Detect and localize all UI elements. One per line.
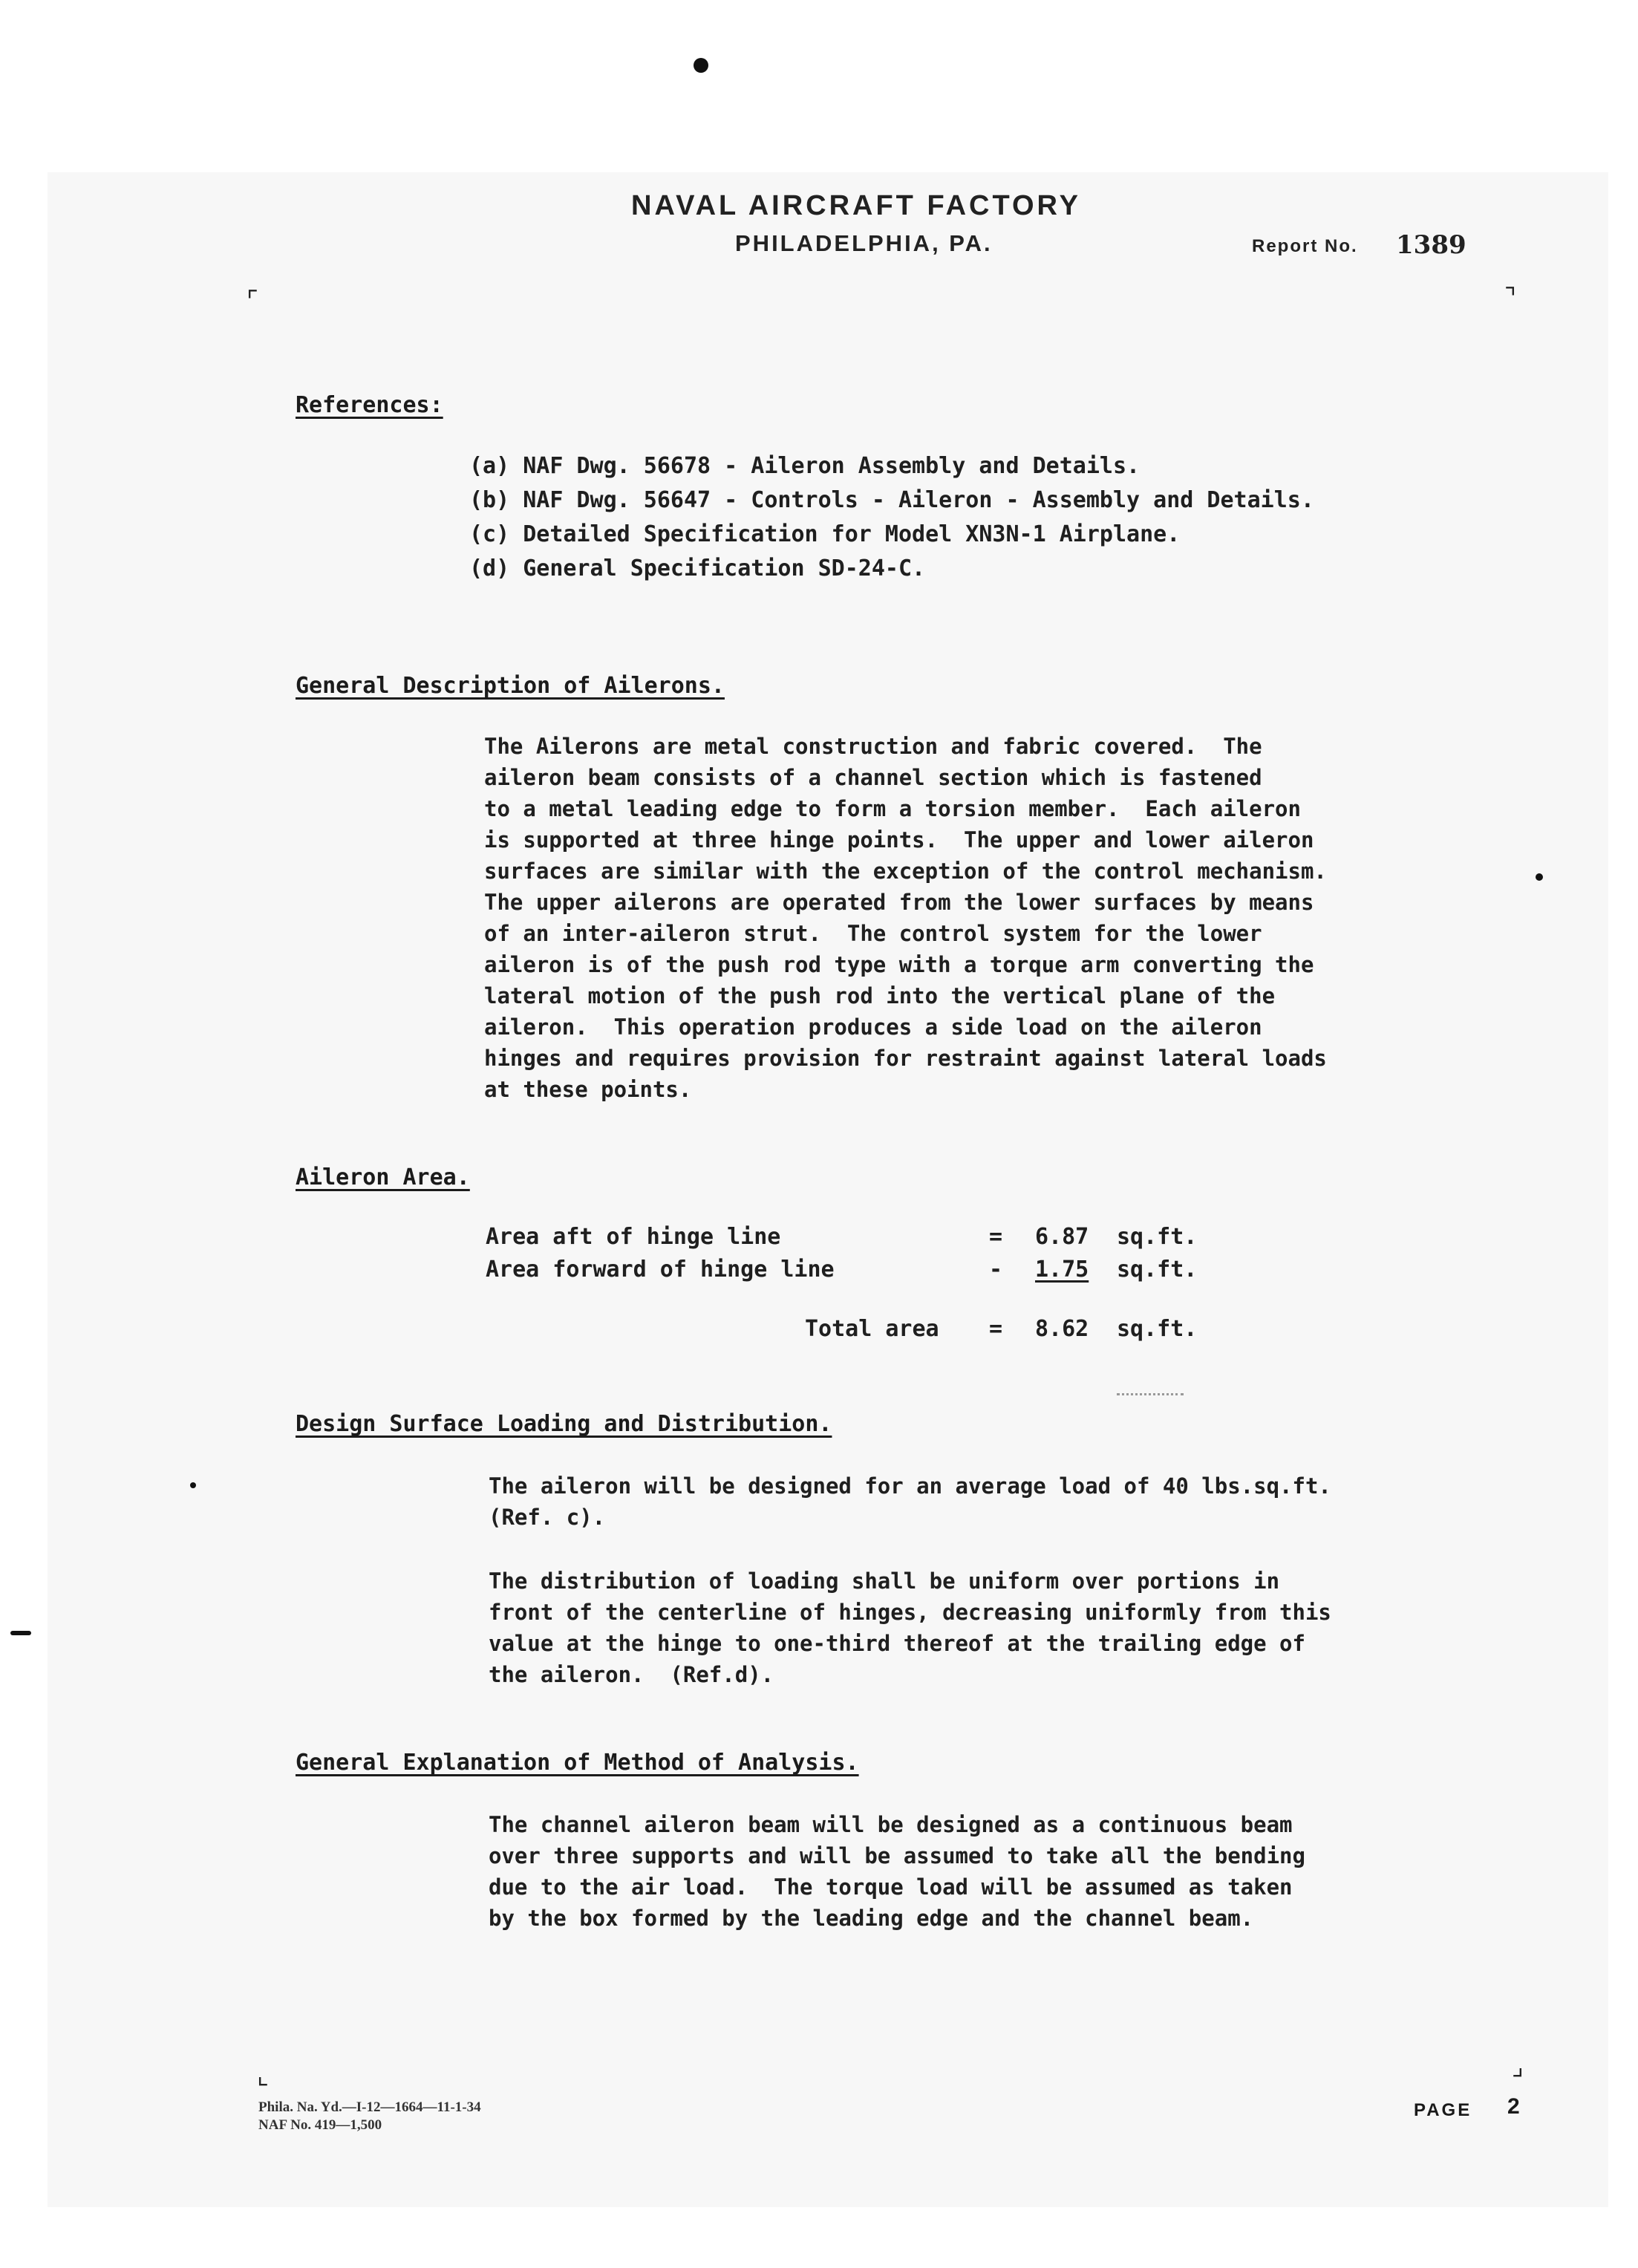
area-row-eq: - [989,1257,1003,1283]
org-name: NAVAL AIRCRAFT FACTORY [631,190,1081,221]
total-area-label: Total area [805,1316,939,1342]
footer-line: NAF No. 419—1,500 [258,2117,382,2133]
reference-item: (a) NAF Dwg. 56678 - Aileron Assembly and Details. [469,453,1141,479]
area-row-label: Area aft of hinge line [486,1224,781,1250]
method-heading: General Explanation of Method of Analysis. [296,1750,859,1776]
design-loading-para1 [489,1470,1331,1533]
text-line: (Ref. c). [489,1505,606,1530]
area-row-label: Area forward of hinge line [486,1257,835,1283]
reference-item: (c) Detailed Specification for Model XN3N-1 Airplane. [469,521,1181,547]
general-description-heading: General Description of Ailerons. [296,673,725,699]
design-loading-para2 [489,1565,1331,1690]
reference-item: (b) NAF Dwg. 56647 - Controls - Aileron - Assembly and Details. [469,487,1314,513]
footer-print-info [258,2099,481,2134]
references-list [469,449,1314,586]
text-line: surfaces are similar with the exception of the control mechanism. [484,858,1327,884]
text-line: front of the centerline of hinges, decreasing uniformly from this [489,1600,1331,1625]
area-row-value: 1.75 [1035,1257,1089,1283]
text-line: aileron beam consists of a channel section which is fastened [484,765,1262,790]
area-row-value: 6.87 [1035,1224,1089,1250]
text-line: aileron is of the push rod type with a torque arm converting the [484,952,1314,977]
text-line: at these points. [484,1077,692,1102]
org-location: PHILADELPHIA, PA. [735,230,993,256]
area-row-unit: sq.ft. [1117,1224,1198,1250]
text-line: The upper ailerons are operated from the lower surfaces by means [484,890,1314,915]
ink-speck [190,1482,196,1488]
page-label: PAGE [1414,2100,1472,2120]
text-line: due to the air load. The torque load will be assumed as taken [489,1874,1293,1900]
text-line: value at the hinge to one-third thereof at the trailing edge of [489,1631,1305,1656]
text-line: to a metal leading edge to form a torsion member. Each aileron [484,796,1301,821]
page-number: 2 [1507,2094,1520,2119]
total-area-value: 8.62 [1035,1316,1089,1342]
report-number: 1389 [1396,230,1466,260]
total-area-eq: = [989,1316,1003,1342]
area-row-eq: = [989,1224,1003,1250]
report-number-label: Report No. [1252,236,1358,256]
faint-rule [1117,1393,1184,1395]
references-heading: References: [296,392,443,418]
footer-line: Phila. Na. Yd.—I-12—1664—11-1-34 [258,2099,481,2115]
ink-dash [10,1631,31,1635]
text-line: over three supports and will be assumed to take all the bending [489,1843,1305,1868]
method-body [489,1809,1305,1934]
crop-mark-top-right: ⌝ [1504,283,1516,313]
crop-mark-top-left: ⌜ [247,286,258,316]
crop-mark-bottom-left: ⌞ [257,2061,269,2091]
text-line: hinges and requires provision for restraint against lateral loads [484,1046,1327,1071]
reference-item: (d) General Specification SD-24-C. [469,555,926,581]
aileron-area-heading: Aileron Area. [296,1164,470,1190]
text-line: the aileron. (Ref.d). [489,1662,774,1687]
text-line: is supported at three hinge points. The upper and lower aileron [484,827,1314,853]
area-row-unit: sq.ft. [1117,1257,1198,1283]
text-line: lateral motion of the push rod into the vertical plane of the [484,983,1276,1008]
text-line: of an inter-aileron strut. The control system for the lower [484,921,1262,946]
text-line: The Ailerons are metal construction and fabric covered. The [484,734,1262,759]
text-line: The distribution of loading shall be uniform over portions in [489,1568,1280,1594]
design-loading-heading: Design Surface Loading and Distribution. [296,1411,832,1437]
ink-dot [694,58,708,73]
text-line: The channel aileron beam will be designed as a continuous beam [489,1812,1293,1837]
text-line: aileron. This operation produces a side load on the aileron [484,1014,1262,1040]
total-area-unit: sq.ft. [1117,1316,1198,1342]
ink-speck [1536,873,1543,881]
crop-mark-bottom-right: ⌟ [1512,2052,1524,2082]
text-line: The aileron will be designed for an average load of 40 lbs.sq.ft. [489,1473,1331,1499]
text-line: by the box formed by the leading edge and the channel beam. [489,1906,1254,1931]
general-description-body [484,731,1327,1105]
